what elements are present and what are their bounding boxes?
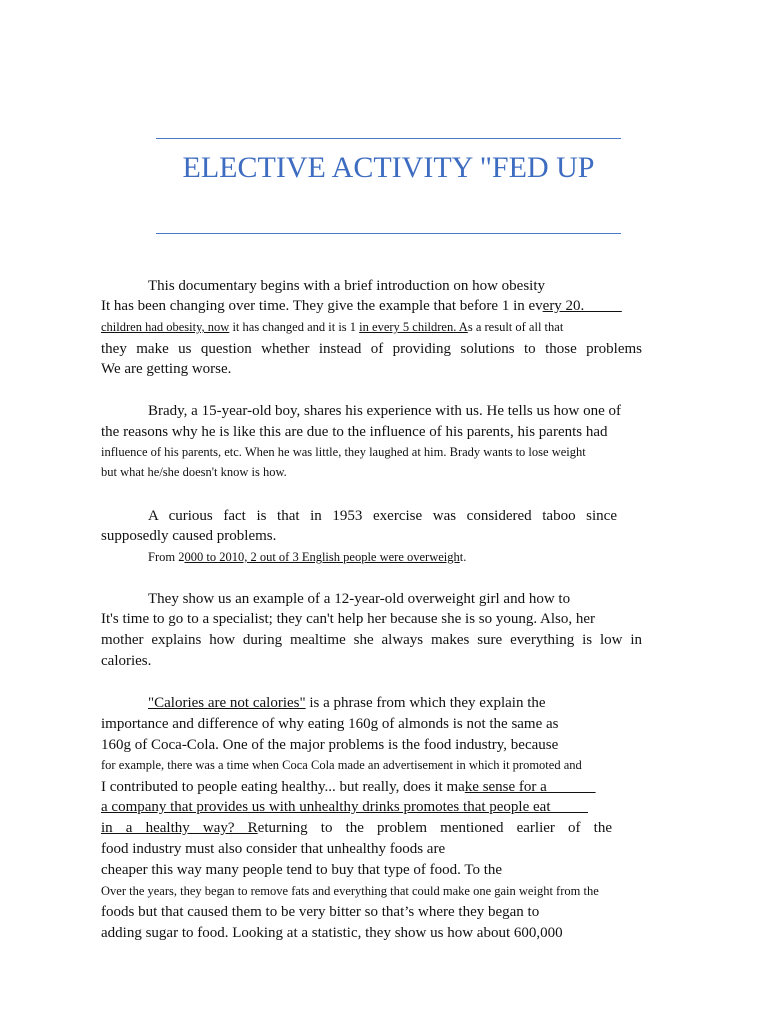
text-line: 160g of Coca-Cola. One of the major problems is the food industry, because (101, 737, 559, 753)
text-line: This documentary begins with a brief introduction on how obesity (148, 278, 546, 294)
text-line: Over the years, they began to remove fats and everything that could make one gain weight from the (101, 884, 599, 898)
text-line: It's time to go to a specialist; they can't help her because she is so young. Also, her (101, 611, 596, 627)
text-line: importance and difference of why eating 160g of almonds is not the same as (101, 716, 559, 732)
text-line: foods but that caused them to be very bitter so that’s where they began to (101, 904, 540, 920)
text-line: mother explains how during mealtime she always makes sure everything is low in (101, 632, 642, 648)
text-line: influence of his parents, etc. When he was little, they laughed at him. Brady wants to lose weight (101, 445, 586, 459)
text-line: From 2000 to 2010, 2 out of 3 English people were overweight. (148, 550, 467, 564)
text-line: We are getting worse. (101, 361, 232, 377)
text-line: supposedly caused problems. (101, 528, 277, 544)
text-line: It has been changing over time. They give the example that before 1 in every 20. (101, 298, 622, 314)
text-line: "Calories are not calories" is a phrase from which they explain the (148, 695, 546, 711)
text-line: cheaper this way many people tend to buy that type of food. To the (101, 862, 503, 878)
text-line: I contributed to people eating healthy... but really, does it make sense for a (101, 779, 596, 795)
text-line: the reasons why he is like this are due to the influence of his parents, his parents had (101, 424, 608, 440)
text-line: they make us question whether instead of providing solutions to those problems (101, 341, 642, 357)
text-line: children had obesity, now it has changed and it is 1 in every 5 children. As a result of all that (101, 320, 564, 334)
text-line: Brady, a 15-year-old boy, shares his experience with us. He tells us how one of (148, 403, 622, 419)
text-line: for example, there was a time when Coca Cola made an advertisement in which it promoted and (101, 758, 582, 772)
text-line: food industry must also consider that unhealthy foods are (101, 841, 446, 857)
text-line: adding sugar to food. Looking at a statistic, they show us how about 600,000 (101, 925, 563, 941)
text-line: but what he/she doesn't know is how. (101, 465, 287, 479)
top-rule (156, 138, 621, 139)
text-line: calories. (101, 653, 152, 669)
text-line: a company that provides us with unhealthy drinks promotes that people eat (101, 799, 588, 815)
document-title: ELECTIVE ACTIVITY "FED UP (182, 151, 595, 184)
bottom-rule (156, 233, 621, 234)
text-line: in a healthy way? Returning to the problem mentioned earlier of the (101, 820, 613, 836)
text-line: A curious fact is that in 1953 exercise was considered taboo since (148, 508, 617, 524)
text-line: They show us an example of a 12-year-old overweight girl and how to (148, 591, 571, 607)
